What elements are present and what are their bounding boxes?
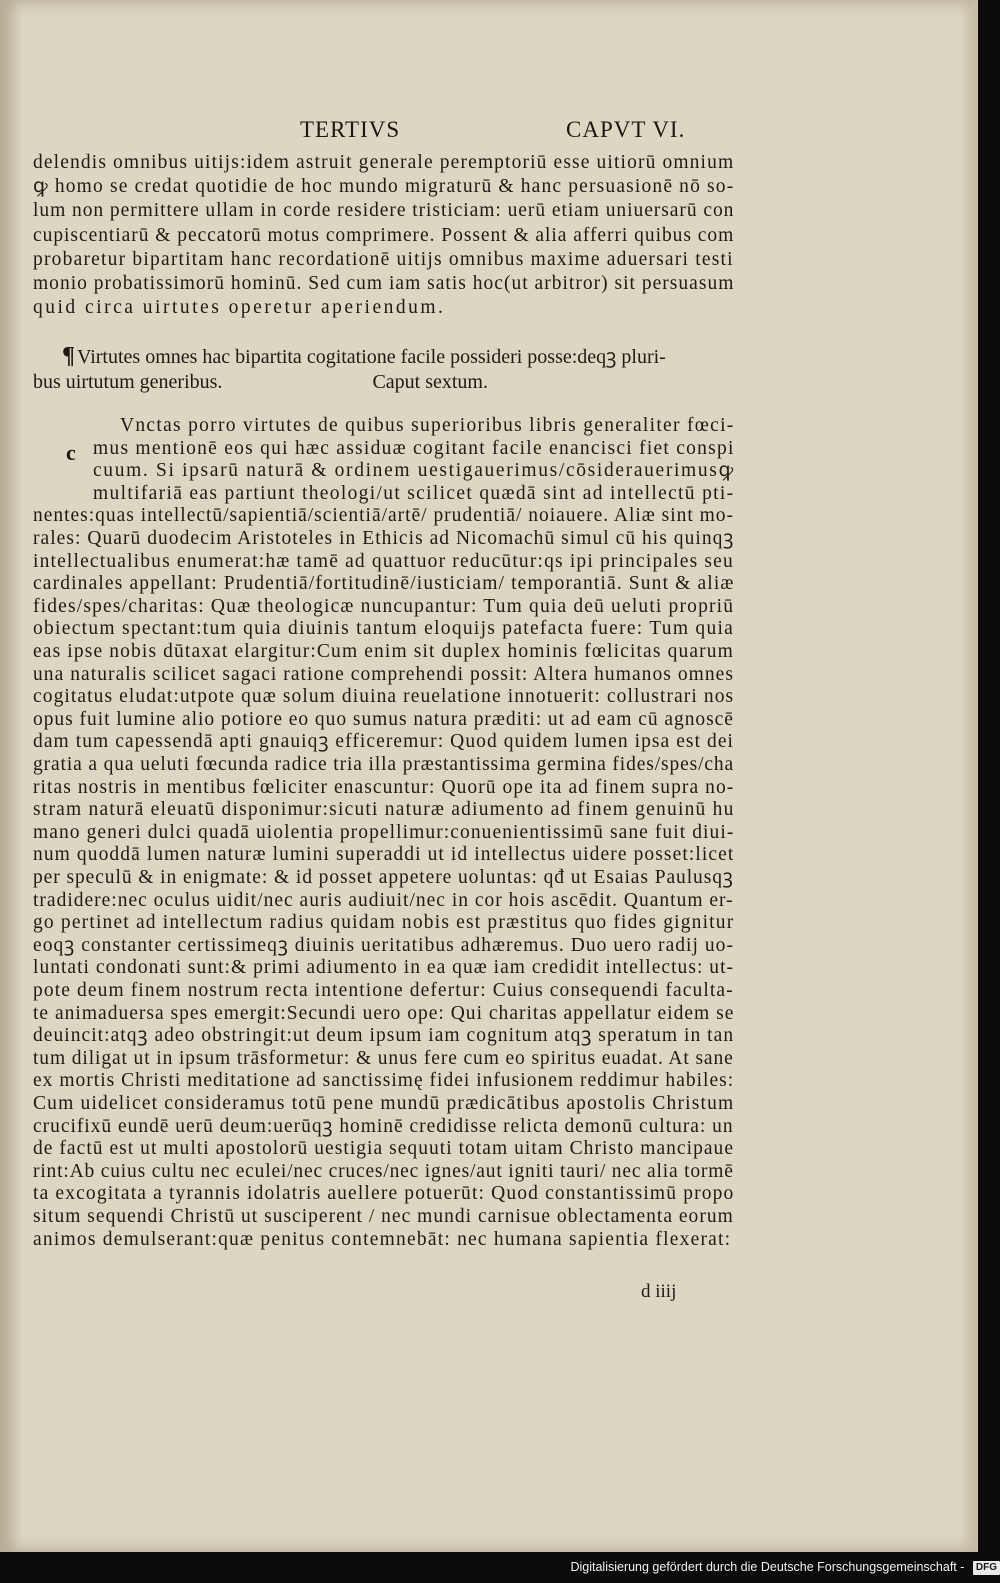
text-line-24: eoqꝫ constanter certissimeqꝫ diuinis ueritatibus adhæremus. Duo uero radij uo- xyxy=(33,934,734,956)
text-line-9: fides/spes/charitas: Quæ theologicæ nuncupantur: Tum quia deū ueluti propriū xyxy=(33,595,735,617)
running-head-right: CAPVT VI. xyxy=(566,117,686,142)
text-line-23: go pertinet ad intellectum radius quidam nobis est præstitus quo fides gignitur xyxy=(33,912,735,934)
text-line-13: cogitatus eludat:utpote quæ solum diuina reuelatione innotuerit: collustrari nos xyxy=(33,686,735,708)
text-line-33: de factū est ut multi apostolorū uestigia sequuti totam uitam Christo mancipaue xyxy=(33,1138,735,1160)
text-line-18: stram naturā eleuatū disponimur:sicuti naturæ adiumento ad finem genuinū hu xyxy=(33,799,735,821)
text-line-1: Vnctas porro virtutes de quibus superioribus libris generaliter fœci- xyxy=(120,415,735,436)
digitization-credit-text: Digitalisierung gefördert durch die Deutsche Forschungsgemeinschaft xyxy=(570,1560,957,1574)
text-line-7: intellectualibus enumerat:hæ tamē ad quattuor reducūtur:qs ipi principales seu xyxy=(33,550,734,572)
text-line-28: deuincit:atqꝫ adeo obstringit:ut deum ipsum iam cognitum atqꝫ speratum in tan xyxy=(33,1025,735,1047)
text-line-30: ex mortis Christi meditatione ad sanctissimę fidei infusionem reddimur habiles: xyxy=(33,1070,735,1092)
chapter-heading-line-2 xyxy=(33,371,488,393)
text-line-15: dam tum capessendā apti gnauiqꝫ efficeremur: Quod quidem lumen ipsa est dei xyxy=(33,731,735,753)
text-line-10: obiectum spectant:tum quia diuinis tantum eloquijs patefacta fuere: Tum quia xyxy=(33,618,735,640)
chapter-heading-text-2: bus uirtutum generibus. xyxy=(33,371,223,393)
text-line-5: nentes:quas intellectū/sapientiā/scientiā/artē/ prudentiā/ noiauere. Aliæ sint mo- xyxy=(33,505,735,527)
chapter-heading-line-1 xyxy=(62,345,666,368)
text-line-2: ꝙ homo se credat quotidie de hoc mundo migraturū & hanc persuasionē nō so- xyxy=(33,176,735,198)
text-line-14: opus fuit lumine alio potiore eo quo sumus natura præditi: ut ad eam cū agnoscē xyxy=(33,708,734,730)
text-line-29: tum diligat ut in ipsum trāsformetur: & unus fere cum eo spiritus euadat. At sane xyxy=(33,1047,734,1069)
text-line-37: animos demulserant:quæ penitus contemnebāt: nec humana sapientia flexerat: xyxy=(33,1228,732,1250)
text-line-12: una naturalis scilicet sagaci ratione comprehendi possit: Altera humanos omnes xyxy=(33,663,735,685)
text-line-11: eas ipse nobis dūtaxat elargitur:Cum enim sit duplex hominis fœlicitas quarum xyxy=(33,641,734,662)
text-line-31: Cum uidelicet consideramus totū pene mundū prædicātibus apostolis Christum xyxy=(33,1093,735,1114)
chapter-number: Caput sextum. xyxy=(372,371,488,393)
digitization-credit: Digitalisierung gefördert durch die Deutsche Forschungsgemeinschaft - DFG xyxy=(560,1556,1000,1583)
text-line-20: num quoddā lumen naturæ lumini superaddi ut id intellectus uidere posset:licet xyxy=(33,844,735,866)
dfg-logo: DFG xyxy=(973,1561,1000,1575)
chapter-heading-text-1: Virtutes omnes hac bipartita cogitatione facile possideri posse:deqꝫ pluri- xyxy=(76,346,666,368)
text-line-1: delendis omnibus uitijs:idem astruit generale peremptoriū esse uitiorū omnium xyxy=(33,152,735,173)
text-line-6: monio probatissimorū hominū. Sed cum iam satis hoc(ut arbitror) sit persuasum xyxy=(33,273,735,294)
text-line-21: per speculū & in enigmate: & id posset appetere uoluntas: qđ ut Esaias Paulusqꝫ xyxy=(33,867,734,888)
pilcrow-mark: ¶ xyxy=(62,343,75,369)
text-line-25: luntati condonati sunt:& primi adiumento in ea quæ iam credidit intellectus: ut- xyxy=(33,957,735,979)
text-line-7: quid circa uirtutes operetur aperiendum. xyxy=(33,297,446,319)
text-line-3: cuum. Si ipsarū naturā & ordinem uestigauerimus/cōsiderauerimusꝙ xyxy=(93,460,735,482)
text-line-3: lum non permittere ullam in corde residere tristiciam: uerū etiam uniuersarū con xyxy=(33,200,735,222)
text-line-17: ritas nostris in mentibus fœliciter enascuntur: Quorū ope ita ad finem supra no- xyxy=(33,776,735,798)
text-line-4: multifariā eas partiunt theologi/ut scilicet quædā sint ad intellectū ptі- xyxy=(93,482,735,504)
text-line-22: tradidere:nec oculus uidit/nec auris audiuit/nec in cor hois ascēdit. Quantum er- xyxy=(33,889,734,911)
text-line-16: gratia a qua ueluti fœcunda radice tria illa præstantissima germina fides/spes/cha xyxy=(33,754,735,775)
text-line-2: mus mentionē eos qui hæc assiduæ cogitant facile enanciscі fiet conspi xyxy=(93,437,735,459)
running-head-left: TERTIVS xyxy=(300,117,401,142)
text-line-8: cardinales appellant: Prudentiā/fortitudinē/iusticiam/ temporantiā. Sunt & aliæ xyxy=(33,573,735,595)
text-line-19: mano generi dulci quadā uiolentia propellimur:conuenientissimū sane fuit diui- xyxy=(33,821,735,843)
text-line-32: crucifixū eundē uerū deum:uerūqꝫ hominē credidisse relicta demonū cultura: un xyxy=(33,1115,734,1137)
text-line-34: rint:Ab cuius cultu nec eculei/nec cruces/nec ignes/aut igniti tauri/ nec alia tormē xyxy=(33,1160,734,1182)
text-line-5: probaretur bipartitam hanc recordationē uitijs omnibus maxime aduersari testi xyxy=(33,248,734,270)
text-line-36: situm sequendi Christū ut susciperent / nec mundi carnisue oblectamenta eorum xyxy=(33,1206,734,1227)
text-line-35: ta excogitata a tyrannis idolatris auellere potuerūt: Quod constantissimū propo xyxy=(33,1183,735,1205)
text-line-6: rales: Quarū duodecim Aristoteles in Ethicis ad Nicomachū simul cū his quinqꝫ xyxy=(33,528,735,549)
signature-mark: d iiij xyxy=(641,1281,677,1302)
text-line-26: pote deum finem nostrum recta intentione defertur: Cuius consequendi faculta- xyxy=(33,980,734,1001)
text-line-27: te animaduersa spes emergit:Secundi uero ope: Qui charitas appellatur eidem se xyxy=(33,1002,735,1024)
text-line-4: cupiscentiarū & peccatorū motus comprimere. Possent & alia afferri quibus com xyxy=(33,224,735,246)
guide-letter: c xyxy=(66,440,76,465)
